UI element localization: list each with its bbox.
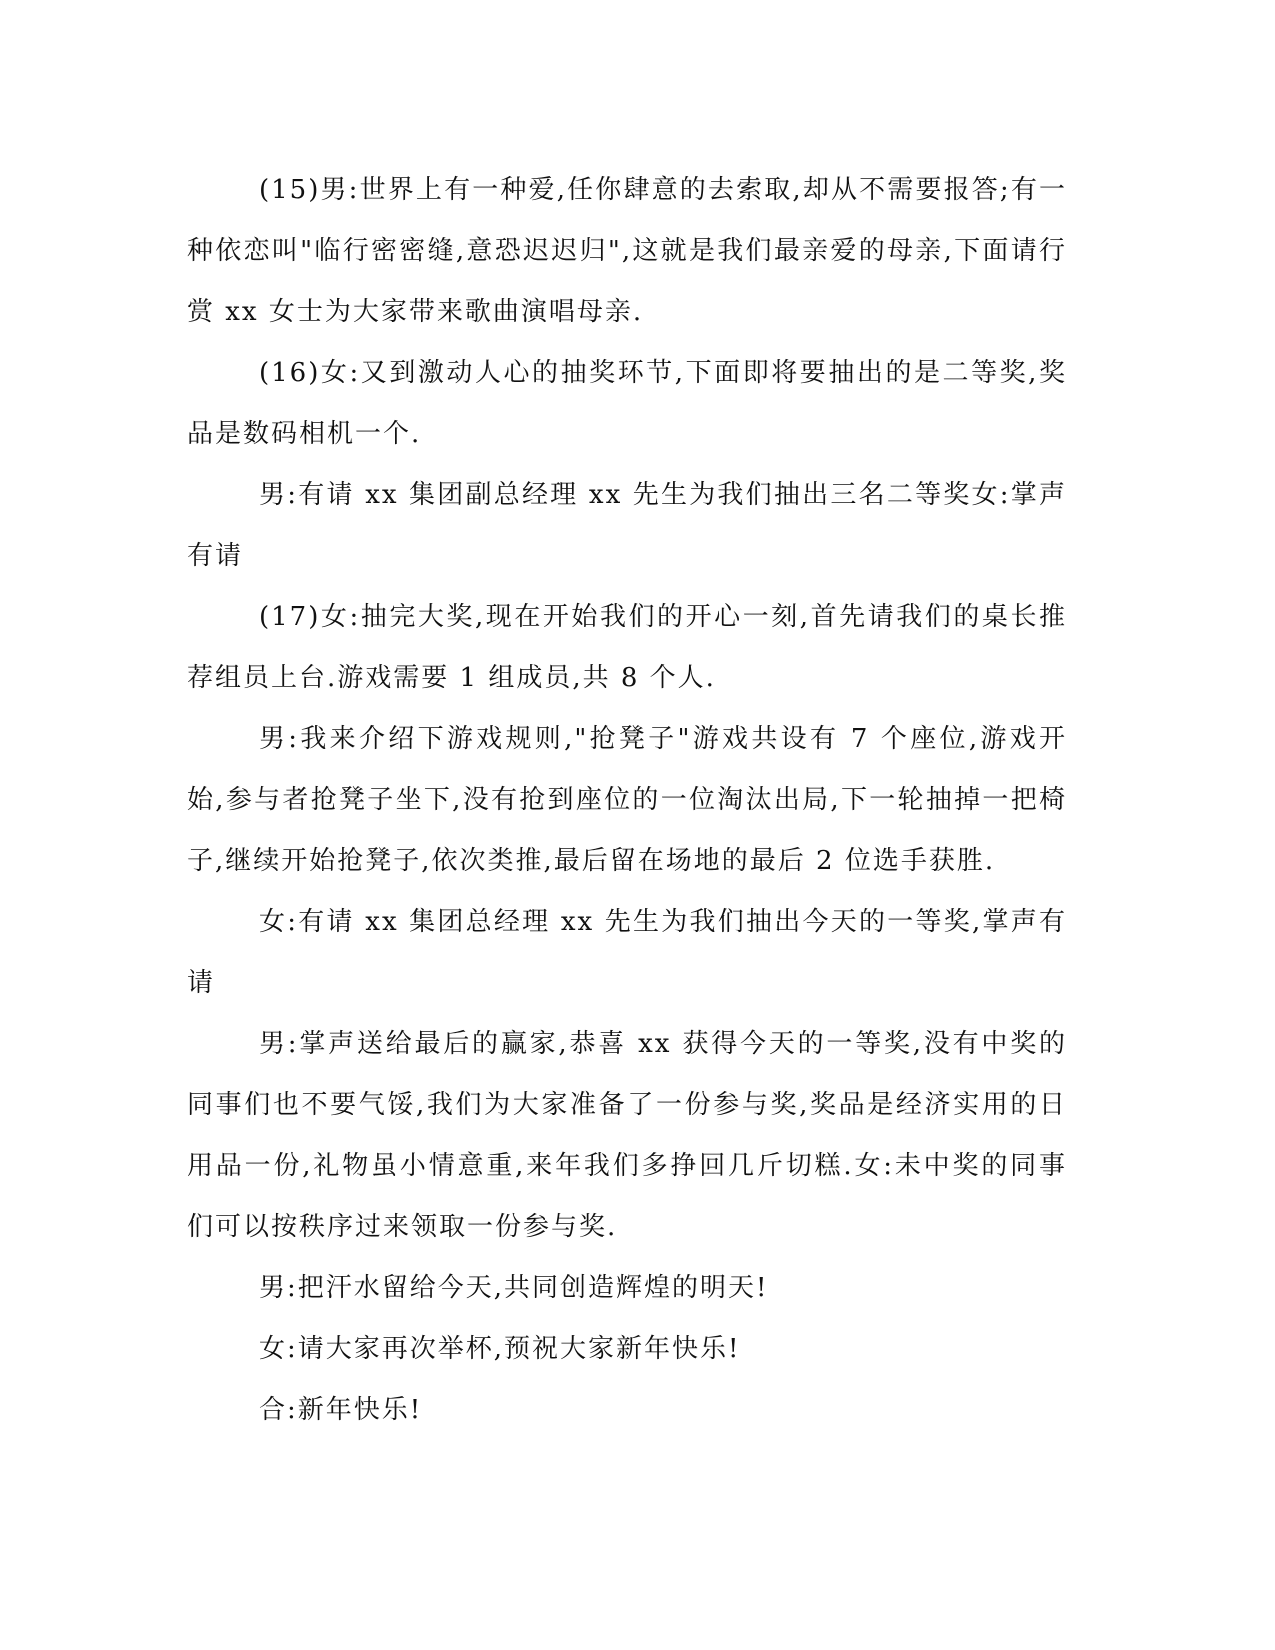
paragraph-male-closing: 男:把汗水留给今天,共同创造辉煌的明天! bbox=[259, 1273, 769, 1303]
paragraph-female-closing: 女:请大家再次举杯,预祝大家新年快乐! bbox=[259, 1334, 741, 1364]
paragraph-15: (15)男:世界上有一种爱,任你肆意的去索取,却从不需要报答;有一种依恋叫"临行密密缝,意恐迟迟归",这就是我们最亲爱的母亲,下面请行赏 xx 女士为大家带来歌曲演唱母亲. bbox=[187, 175, 1067, 327]
paragraph-17-rules: 男:我来介绍下游戏规则,"抢凳子"游戏共设有 7 个座位,游戏开始,参与者抢凳子坐下,没有抢到座位的一位淘汰出局,下一轮抽掉一把椅子,继续开始抢凳子,依次类推,最后留在场地的最后 2 位选手获胜. bbox=[187, 724, 1067, 876]
paragraph-together: 合:新年快乐! bbox=[259, 1395, 423, 1425]
paragraph-first-prize: 女:有请 xx 集团总经理 xx 先生为我们抽出今天的一等奖,掌声有请 bbox=[187, 907, 1067, 998]
paragraph-winner: 男:掌声送给最后的赢家,恭喜 xx 获得今天的一等奖,没有中奖的同事们也不要气馁,我们为大家准备了一份参与奖,奖品是经济实用的日用品一份,礼物虽小情意重,来年我们多挣回几斤切糕.女:未中奖的同事们可以按秩序过来领取一份参与奖. bbox=[187, 1029, 1067, 1242]
paragraph-16-male: 男:有请 xx 集团副总经理 xx 先生为我们抽出三名二等奖女:掌声有请 bbox=[187, 480, 1067, 571]
paragraph-16: (16)女:又到激动人心的抽奖环节,下面即将要抽出的是二等奖,奖品是数码相机一个. bbox=[187, 358, 1067, 449]
paragraph-17: (17)女:抽完大奖,现在开始我们的开心一刻,首先请我们的桌长推荐组员上台.游戏需要 1 组成员,共 8 个人. bbox=[187, 602, 1067, 693]
document-body bbox=[187, 160, 1067, 1441]
